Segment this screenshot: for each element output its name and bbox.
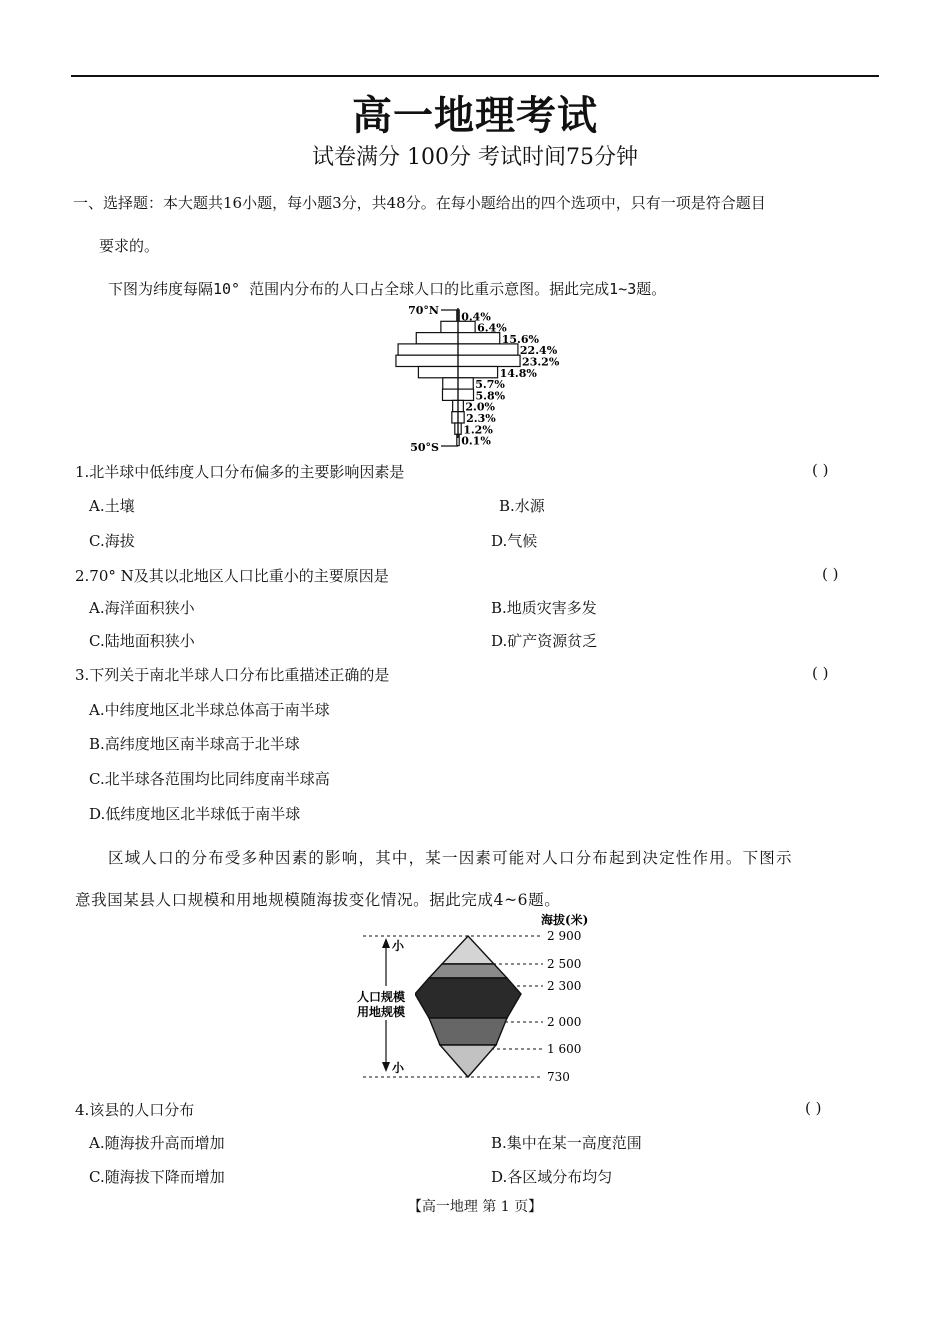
q3-option-a[interactable]: A.中纬度地区北半球总体高于南半球 <box>89 701 330 719</box>
lat-bar-label-7: 5.8% <box>475 389 506 403</box>
question-3-stem: 3.下列关于南北半球人口分布比重描述正确的是 <box>75 666 390 684</box>
q3-option-c[interactable]: C.北半球各范围均比同纬度南半球高 <box>89 770 330 788</box>
diagram-axis-title: 海拔(米) <box>541 913 589 927</box>
lat-bar-label-4: 23.2% <box>522 355 560 369</box>
elevation-2300: 2 300 <box>547 979 582 993</box>
lat-bar-label-3: 22.4% <box>519 344 558 358</box>
q2-option-a[interactable]: A.海洋面积狭小 <box>89 599 195 617</box>
section-heading-line2: 要求的。 <box>99 237 160 255</box>
q2-option-d[interactable]: D.矿产资源贫乏 <box>491 632 598 650</box>
lat-bar-label-5: 14.8% <box>499 366 537 380</box>
q1-option-b[interactable]: B.水源 <box>499 497 545 515</box>
q2-option-b[interactable]: B.地质灾害多发 <box>491 599 597 617</box>
elevation-diagram <box>355 910 605 1086</box>
question-4-answer-blank[interactable]: ( ) <box>805 1099 822 1117</box>
elevation-2900: 2 900 <box>547 929 582 943</box>
chart-top-label: 70°N <box>408 304 439 317</box>
diagram-label-population: 人口规模 <box>357 990 406 1004</box>
lat-bar-label-2: 15.6% <box>501 332 539 346</box>
q4-option-b[interactable]: B.集中在某一高度范围 <box>491 1134 642 1152</box>
chart-bottom-label: 50°S <box>410 441 439 454</box>
band-2300-2500 <box>429 964 507 978</box>
elevation-730: 730 <box>547 1070 570 1084</box>
section-heading-line1: 一、选择题：本大题共16小题，每小题3分，共48分。在每小题给出的四个选项中，只有一项是符合题目 <box>73 194 766 212</box>
q4-option-a[interactable]: A.随海拔升高而增加 <box>89 1134 225 1152</box>
band-1600-2000 <box>429 1018 507 1045</box>
q4-option-c[interactable]: C.随海拔下降而增加 <box>89 1168 225 1186</box>
q1-option-d[interactable]: D.气候 <box>491 532 538 550</box>
elevation-2000: 2 000 <box>547 1015 582 1029</box>
page-subtitle: 试卷满分 100分 考试时间75分钟 <box>312 145 638 170</box>
question-3-answer-blank[interactable]: ( ) <box>812 664 829 682</box>
band-2500-2900 <box>442 936 494 964</box>
question-1-answer-blank[interactable]: ( ) <box>812 461 829 479</box>
q1-option-c[interactable]: C.海拔 <box>89 532 135 550</box>
question-2-stem: 2.70° N及其以北地区人口比重小的主要原因是 <box>75 567 389 585</box>
question-2-answer-blank[interactable]: ( ) <box>822 565 839 583</box>
q2-option-c[interactable]: C.陆地面积狭小 <box>89 632 195 650</box>
intro-2-line2: 意我国某县人口规模和用地规模随海拔变化情况。据此完成4~6题。 <box>75 891 561 909</box>
page-footer: 【高一地理 第 1 页】 <box>407 1199 543 1215</box>
lat-bar-label-0: 0.4% <box>461 310 491 324</box>
lat-bar-label-8: 2.0% <box>465 400 495 414</box>
lat-bar-label-1: 6.4% <box>477 321 507 335</box>
question-1-stem: 1.北半球中低纬度人口分布偏多的主要影响因素是 <box>75 463 405 481</box>
diagram-small-top: 小 <box>392 939 405 953</box>
question-4-stem: 4.该县的人口分布 <box>75 1101 195 1119</box>
q3-option-d[interactable]: D.低纬度地区北半球低于南半球 <box>89 805 301 823</box>
latitude-population-chart <box>325 300 645 458</box>
lat-bar-label-10: 1.2% <box>463 423 493 437</box>
top-rule <box>71 75 879 77</box>
q3-option-b[interactable]: B.高纬度地区南半球高于北半球 <box>89 735 300 753</box>
q4-option-d[interactable]: D.各区域分布均匀 <box>491 1168 613 1186</box>
lat-bar-label-6: 5.7% <box>475 378 505 392</box>
band-730-1600 <box>440 1045 496 1077</box>
q1-option-a[interactable]: A.土壤 <box>89 497 135 515</box>
intro-1: 下图为纬度每隔10° 范围内分布的人口占全球人口的比重示意图。据此完成1~3题。 <box>108 280 667 298</box>
diagram-small-bottom: 小 <box>392 1061 405 1075</box>
diagram-label-landuse: 用地规模 <box>357 1005 406 1019</box>
lat-bar-label-9: 2.3% <box>466 412 496 425</box>
elevation-1600: 1 600 <box>547 1042 582 1056</box>
page-title: 高一地理考试 <box>352 92 598 139</box>
intro-2-line1: 区域人口的分布受多种因素的影响，其中，某一因素可能对人口分布起到决定性作用。下图示 <box>108 849 793 867</box>
lat-bar-label-11: 0.1% <box>461 434 491 448</box>
band-2000-2300 <box>415 978 521 1018</box>
elevation-2500: 2 500 <box>547 957 582 971</box>
